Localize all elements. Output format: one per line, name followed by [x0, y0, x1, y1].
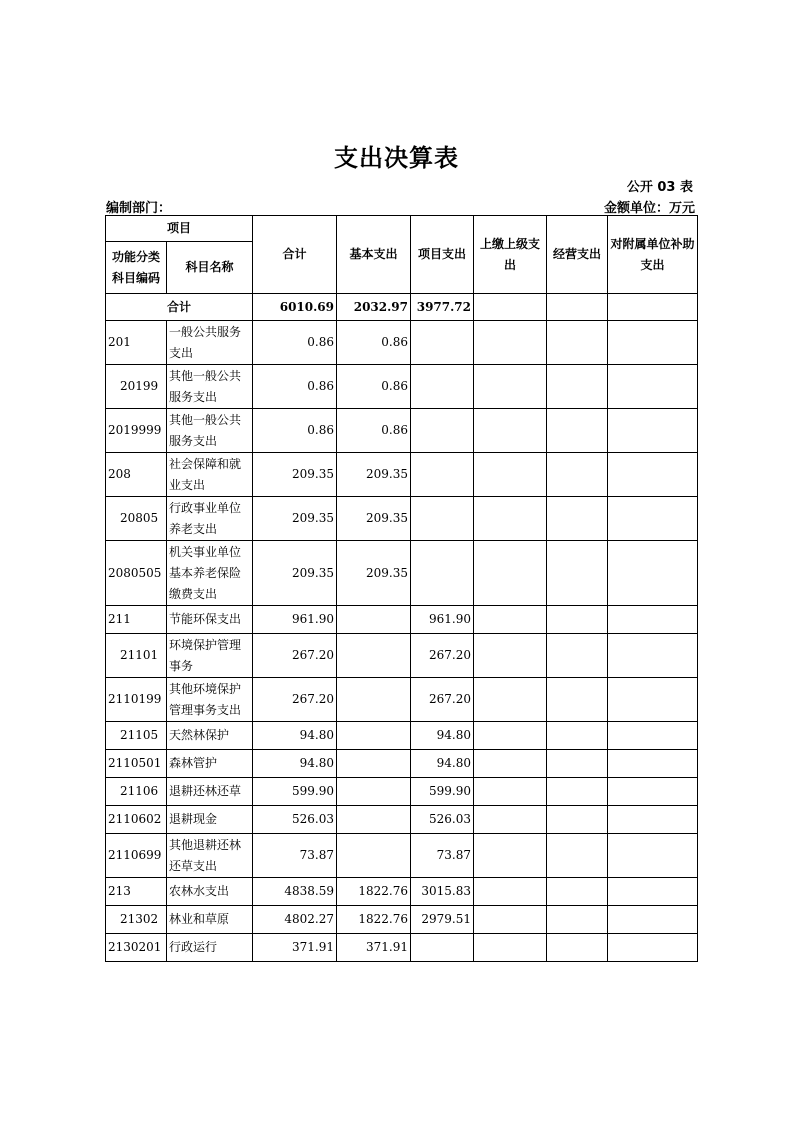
subject-code: 201 — [106, 321, 167, 365]
table-row — [106, 606, 698, 634]
amount-basic: 0.86 — [337, 321, 411, 365]
amount-basic — [337, 834, 411, 878]
amount-project: 94.80 — [411, 750, 474, 778]
amount-subsidy — [608, 606, 698, 634]
amount-business — [547, 365, 608, 409]
amount-subsidy — [608, 834, 698, 878]
amount-subsidy — [608, 634, 698, 678]
subject-name: 其他环境保护管理事务支出 — [167, 678, 253, 722]
amount-project: 961.90 — [411, 606, 474, 634]
amount-basic: 209.35 — [337, 453, 411, 497]
amount-total: 0.86 — [253, 365, 337, 409]
subject-code: 20199 — [106, 365, 167, 409]
amount-total: 371.91 — [253, 934, 337, 962]
amount-business — [547, 409, 608, 453]
amount-remit — [474, 934, 547, 962]
subject-code: 20805 — [106, 497, 167, 541]
amount-basic: 209.35 — [337, 541, 411, 606]
header-business-expenditure: 经营支出 — [547, 216, 608, 294]
header-project-expenditure: 项目支出 — [411, 216, 474, 294]
subject-name: 森林管护 — [167, 750, 253, 778]
amount-total: 526.03 — [253, 806, 337, 834]
total-subsidy — [608, 294, 698, 321]
subject-name: 机关事业单位基本养老保险缴费支出 — [167, 541, 253, 606]
total-label: 合计 — [106, 294, 253, 321]
subject-code: 213 — [106, 878, 167, 906]
subject-code: 2019999 — [106, 409, 167, 453]
amount-business — [547, 722, 608, 750]
amount-total: 94.80 — [253, 722, 337, 750]
table-row — [106, 878, 698, 906]
amount-subsidy — [608, 750, 698, 778]
compiling-department-label: 编制部门： — [106, 201, 172, 216]
table-row — [106, 541, 698, 606]
form-number: 公开 03 表 — [626, 180, 693, 195]
amount-total: 599.90 — [253, 778, 337, 806]
table-row — [106, 934, 698, 962]
amount-remit — [474, 409, 547, 453]
table-row — [106, 778, 698, 806]
header-basic-expenditure: 基本支出 — [337, 216, 411, 294]
amount-basic: 209.35 — [337, 497, 411, 541]
amount-business — [547, 750, 608, 778]
subject-code: 21101 — [106, 634, 167, 678]
table-row — [106, 750, 698, 778]
amount-basic — [337, 606, 411, 634]
subject-code: 211 — [106, 606, 167, 634]
amount-business — [547, 906, 608, 934]
amount-project — [411, 497, 474, 541]
amount-subsidy — [608, 453, 698, 497]
amount-subsidy — [608, 806, 698, 834]
total-basic: 2032.97 — [337, 294, 411, 321]
amount-basic — [337, 634, 411, 678]
amount-business — [547, 453, 608, 497]
amount-subsidy — [608, 722, 698, 750]
amount-total: 4838.59 — [253, 878, 337, 906]
amount-subsidy — [608, 497, 698, 541]
amount-project — [411, 934, 474, 962]
subject-name: 行政事业单位养老支出 — [167, 497, 253, 541]
amount-subsidy — [608, 778, 698, 806]
amount-project — [411, 365, 474, 409]
amount-remit — [474, 497, 547, 541]
amount-basic — [337, 806, 411, 834]
amount-basic: 0.86 — [337, 365, 411, 409]
subject-name: 社会保障和就业支出 — [167, 453, 253, 497]
amount-total: 0.86 — [253, 321, 337, 365]
amount-business — [547, 806, 608, 834]
amount-remit — [474, 453, 547, 497]
subject-code: 21106 — [106, 778, 167, 806]
amount-basic: 0.86 — [337, 409, 411, 453]
amount-total: 209.35 — [253, 541, 337, 606]
amount-total: 209.35 — [253, 453, 337, 497]
total-remit — [474, 294, 547, 321]
amount-subsidy — [608, 934, 698, 962]
amount-subsidy — [608, 321, 698, 365]
amount-total: 209.35 — [253, 497, 337, 541]
amount-business — [547, 778, 608, 806]
amount-basic — [337, 778, 411, 806]
table-row — [106, 722, 698, 750]
amount-basic — [337, 750, 411, 778]
subject-code: 208 — [106, 453, 167, 497]
amount-remit — [474, 606, 547, 634]
subject-name: 林业和草原 — [167, 906, 253, 934]
amount-project: 267.20 — [411, 678, 474, 722]
amount-subsidy — [608, 878, 698, 906]
amount-project: 2979.51 — [411, 906, 474, 934]
amount-project: 94.80 — [411, 722, 474, 750]
amount-total: 4802.27 — [253, 906, 337, 934]
amount-subsidy — [608, 678, 698, 722]
header-subject-name: 科目名称 — [167, 242, 253, 294]
amount-project — [411, 321, 474, 365]
amount-basic: 1822.76 — [337, 878, 411, 906]
amount-project: 73.87 — [411, 834, 474, 878]
amount-total: 94.80 — [253, 750, 337, 778]
amount-business — [547, 934, 608, 962]
amount-remit — [474, 365, 547, 409]
subject-code: 2130201 — [106, 934, 167, 962]
header-total: 合计 — [253, 216, 337, 294]
amount-business — [547, 541, 608, 606]
amount-basic: 1822.76 — [337, 906, 411, 934]
amount-project: 267.20 — [411, 634, 474, 678]
subject-name: 退耕现金 — [167, 806, 253, 834]
amount-project: 3015.83 — [411, 878, 474, 906]
table-row — [106, 834, 698, 878]
subject-name: 其他一般公共服务支出 — [167, 365, 253, 409]
amount-remit — [474, 678, 547, 722]
amount-project — [411, 453, 474, 497]
amount-basic — [337, 722, 411, 750]
table-row — [106, 365, 698, 409]
subject-name: 一般公共服务支出 — [167, 321, 253, 365]
total-project: 3977.72 — [411, 294, 474, 321]
subject-name: 退耕还林还草 — [167, 778, 253, 806]
subject-name: 其他一般公共服务支出 — [167, 409, 253, 453]
subject-code: 21105 — [106, 722, 167, 750]
amount-subsidy — [608, 906, 698, 934]
amount-remit — [474, 321, 547, 365]
amount-remit — [474, 878, 547, 906]
amount-remit — [474, 906, 547, 934]
subject-name: 其他退耕还林还草支出 — [167, 834, 253, 878]
amount-business — [547, 678, 608, 722]
header-remit-to-superior: 上缴上级支出 — [474, 216, 547, 294]
amount-project — [411, 409, 474, 453]
amount-remit — [474, 634, 547, 678]
table-row — [106, 409, 698, 453]
amount-business — [547, 834, 608, 878]
amount-business — [547, 634, 608, 678]
table-row — [106, 453, 698, 497]
header-item: 项目 — [106, 216, 253, 242]
subject-name: 节能环保支出 — [167, 606, 253, 634]
amount-total: 961.90 — [253, 606, 337, 634]
total-business — [547, 294, 608, 321]
amount-remit — [474, 722, 547, 750]
amount-remit — [474, 834, 547, 878]
total-row — [106, 294, 698, 321]
subject-name: 天然林保护 — [167, 722, 253, 750]
subject-name: 行政运行 — [167, 934, 253, 962]
amount-project — [411, 541, 474, 606]
subject-code: 2110602 — [106, 806, 167, 834]
subject-code: 2110199 — [106, 678, 167, 722]
amount-project: 599.90 — [411, 778, 474, 806]
amount-unit-label: 金额单位：万元 — [603, 201, 695, 216]
table-row — [106, 634, 698, 678]
page-title: 支出决算表 — [334, 144, 459, 172]
amount-total: 267.20 — [253, 678, 337, 722]
amount-subsidy — [608, 541, 698, 606]
amount-basic — [337, 678, 411, 722]
amount-business — [547, 321, 608, 365]
table-row — [106, 906, 698, 934]
expenditure-table — [105, 215, 698, 962]
amount-business — [547, 497, 608, 541]
amount-subsidy — [608, 409, 698, 453]
subject-code: 2110699 — [106, 834, 167, 878]
amount-total: 267.20 — [253, 634, 337, 678]
table-row — [106, 497, 698, 541]
subject-code: 2080505 — [106, 541, 167, 606]
amount-basic: 371.91 — [337, 934, 411, 962]
amount-total: 73.87 — [253, 834, 337, 878]
table-row — [106, 321, 698, 365]
amount-remit — [474, 778, 547, 806]
amount-subsidy — [608, 365, 698, 409]
amount-remit — [474, 750, 547, 778]
header-function-code: 功能分类科目编码 — [106, 242, 167, 294]
amount-remit — [474, 806, 547, 834]
total-amount: 6010.69 — [253, 294, 337, 321]
subject-code: 21302 — [106, 906, 167, 934]
subject-name: 农林水支出 — [167, 878, 253, 906]
header-subsidy-to-affiliates: 对附属单位补助支出 — [608, 216, 698, 294]
amount-remit — [474, 541, 547, 606]
amount-total: 0.86 — [253, 409, 337, 453]
subject-name: 环境保护管理事务 — [167, 634, 253, 678]
amount-project: 526.03 — [411, 806, 474, 834]
subject-code: 2110501 — [106, 750, 167, 778]
amount-business — [547, 606, 608, 634]
amount-business — [547, 878, 608, 906]
table-row — [106, 678, 698, 722]
table-row — [106, 806, 698, 834]
